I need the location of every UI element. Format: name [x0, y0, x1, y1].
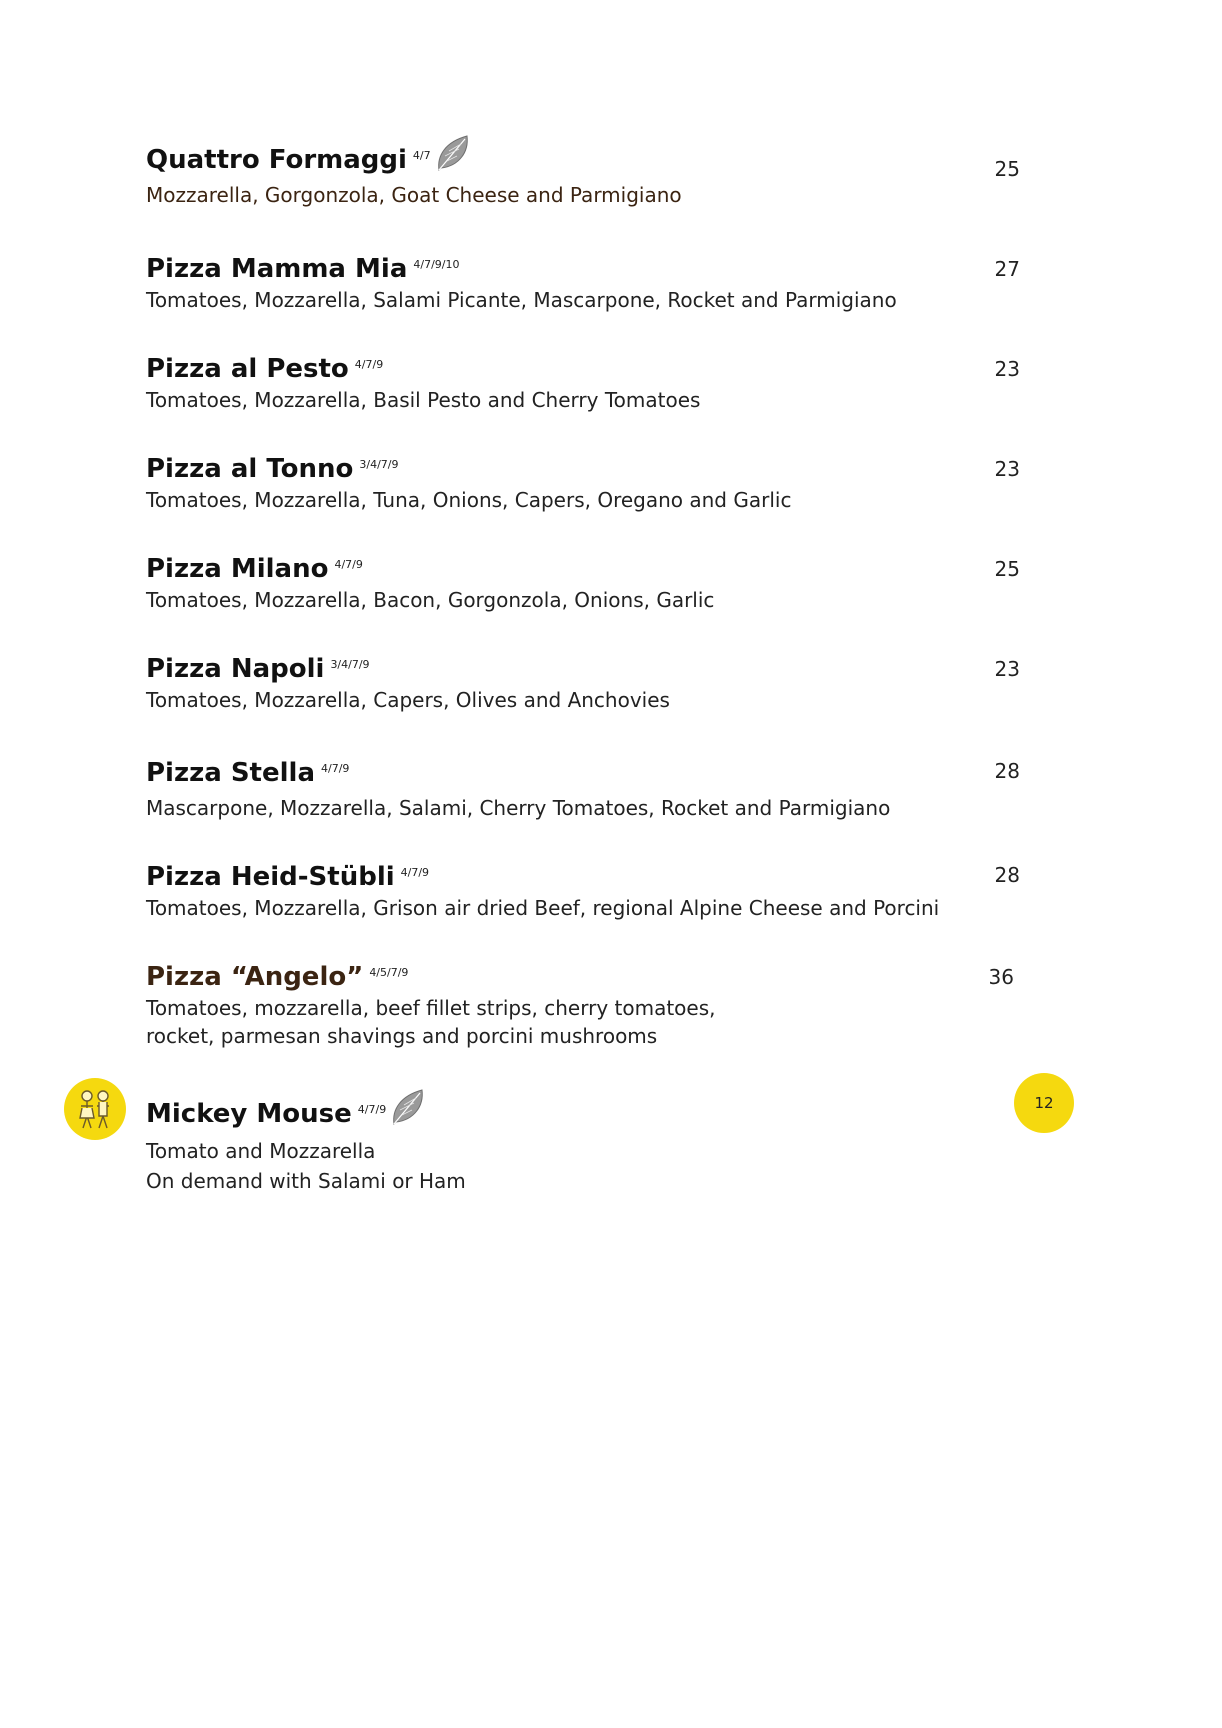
- item-description: Tomatoes, Mozzarella, Grison air dried Beef, regional Alpine Cheese and Porcini: [146, 896, 940, 920]
- item-price: 23: [994, 657, 1020, 681]
- item-description: Tomatoes, Mozzarella, Capers, Olives and Anchovies: [146, 688, 670, 712]
- allergen-codes: 4/7/9: [400, 866, 430, 879]
- allergen-codes: 3/4/7/9: [330, 658, 370, 671]
- item-name: Pizza al Pesto $^{4/7/9}$: [146, 354, 384, 384]
- page-number-badge: 12: [1014, 1073, 1074, 1133]
- menu-item-quattro-formaggi: [146, 134, 1046, 209]
- menu-item-pizza-milano: [146, 548, 1046, 614]
- item-price: 23: [994, 357, 1020, 381]
- item-price: 25: [994, 157, 1020, 181]
- allergen-codes: 4/7/9: [354, 358, 384, 371]
- item-description-line: Tomato and Mozzarella: [146, 1139, 376, 1163]
- item-name: Pizza “Angelo” $^{4/5/7/9}$: [146, 962, 409, 992]
- item-name: Pizza Stella $^{4/7/9}$: [146, 758, 350, 788]
- leaf-icon: [390, 1088, 426, 1135]
- menu-item-mickey-mouse: [146, 1088, 1046, 1195]
- item-name: Pizza al Tonno $^{3/4/7/9}$: [146, 454, 399, 484]
- item-description: Mascarpone, Mozzarella, Salami, Cherry Tomatoes, Rocket and Parmigiano: [146, 796, 891, 820]
- item-description: Tomatoes, Mozzarella, Salami Picante, Mascarpone, Rocket and Parmigiano: [146, 288, 897, 312]
- item-price: 28: [994, 759, 1020, 783]
- item-description: Mozzarella, Gorgonzola, Goat Cheese and Parmigiano: [146, 183, 682, 207]
- item-description-line: rocket, parmesan shavings and porcini mushrooms: [146, 1024, 658, 1048]
- item-price: 23: [994, 457, 1020, 481]
- menu-item-pizza-angelo: [146, 956, 1046, 1050]
- item-description: Tomatoes, Mozzarella, Tuna, Onions, Capers, Oregano and Garlic: [146, 488, 792, 512]
- allergen-codes: 4/7: [412, 149, 431, 162]
- item-name: Quattro Formaggi $^{4/7}$: [146, 134, 1046, 181]
- menu-item-pizza-stella: [146, 752, 1046, 822]
- item-description-line: On demand with Salami or Ham: [146, 1169, 466, 1193]
- allergen-codes: 4/5/7/9: [369, 966, 409, 979]
- item-name: Pizza Mamma Mia $^{4/7/9/10}$: [146, 254, 460, 284]
- item-description-line: Tomatoes, mozzarella, beef fillet strips, cherry tomatoes,: [146, 996, 716, 1020]
- allergen-codes: 4/7/9: [321, 762, 350, 775]
- menu-item-pizza-al-tonno: [146, 448, 1046, 514]
- item-name: Pizza Heid-Stübli $^{4/7/9}$: [146, 862, 430, 892]
- item-description: Tomatoes, Mozzarella, Basil Pesto and Cherry Tomatoes: [146, 388, 701, 412]
- allergen-codes: 4/7/9: [334, 558, 363, 571]
- allergen-codes: 3/4/7/9: [359, 458, 399, 471]
- item-name: Pizza Napoli $^{3/4/7/9}$: [146, 654, 370, 684]
- item-price: 36: [988, 965, 1014, 989]
- leaf-icon: [435, 134, 471, 181]
- children-icon: [64, 1078, 126, 1140]
- menu-item-pizza-al-pesto: [146, 348, 1046, 414]
- allergen-codes: 4/7/9: [357, 1103, 387, 1116]
- menu-item-pizza-mamma-mia: [146, 248, 1046, 314]
- item-price: 28: [994, 863, 1020, 887]
- allergen-codes: 4/7/9/10: [413, 258, 460, 271]
- item-description: Tomatoes, Mozzarella, Bacon, Gorgonzola, Onions, Garlic: [146, 588, 715, 612]
- menu-item-pizza-heid-stuebli: [146, 856, 1046, 922]
- item-price: 27: [994, 257, 1020, 281]
- item-name: Pizza Milano $^{4/7/9}$: [146, 554, 363, 584]
- item-price: 25: [994, 557, 1020, 581]
- item-name: Mickey Mouse $^{4/7/9}$: [146, 1088, 1046, 1135]
- menu-item-pizza-napoli: [146, 648, 1046, 714]
